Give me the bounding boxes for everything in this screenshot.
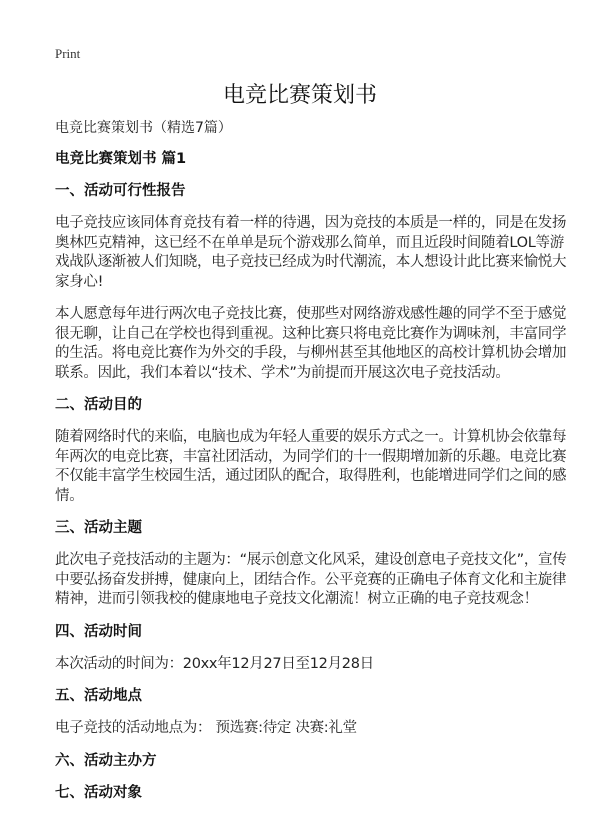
paragraph-line: 不仅能丰富学生校园生活，通过团队的配合，取得胜利，也能增进同学们之间的感 bbox=[55, 468, 567, 484]
paragraph bbox=[55, 428, 567, 506]
paragraph-line: 奥林匹克精神，这已经不在单单是玩个游戏那么简单，而且近段时间随着LOL等游 bbox=[55, 234, 564, 251]
paragraph bbox=[55, 655, 545, 675]
paragraph bbox=[55, 551, 567, 610]
paragraph-line: 电子竞技应该同体育竞技有着一样的待遇，因为竞技的本质是一样的，同是在发扬 bbox=[55, 215, 567, 231]
print-link[interactable]: Print bbox=[55, 46, 81, 61]
paragraph-line: 电子竞技的活动地点为： 预选赛:待定 决赛:礼堂 bbox=[55, 720, 357, 736]
paragraph-line: 很无聊，让自己在学校也得到重视。这种比赛只将电竞比赛作为调味剂，丰富同学 bbox=[55, 325, 567, 342]
paragraph-line: 本人愿意每年进行两次电子竞技比赛，使那些对网络游戏感性趣的同学不至于感觉 bbox=[55, 306, 567, 322]
paragraph bbox=[55, 305, 567, 383]
paragraph-line: 联系。因此，我们本着以“技术、学术”为前提而开展这次电子竞技活动。 bbox=[55, 364, 510, 381]
section-heading: 五、活动地点 bbox=[55, 688, 142, 704]
section-heading: 一、活动可行性报告 bbox=[55, 183, 186, 199]
paragraph-line: 随着网络时代的来临，电脑也成为年轻人重要的娱乐方式之一。计算机协会依靠每 bbox=[55, 429, 567, 445]
section-heading: 六、活动主办方 bbox=[55, 752, 157, 769]
paragraph-line: 精神，进而引领我校的健康地电子竞技文化潮流！树立正确的电子竞技观念！ bbox=[55, 591, 538, 607]
section-heading: 四、活动时间 bbox=[55, 623, 142, 640]
section-heading: 七、活动对象 bbox=[55, 784, 142, 801]
paragraph-line: 家身心! bbox=[55, 273, 104, 290]
document-body bbox=[55, 119, 567, 816]
paragraph-line: 戏战队逐渐被人们知晓，电子竞技已经成为时代潮流，本人想设计此比赛来愉悦大 bbox=[55, 254, 567, 270]
paragraph-line: 此次电子竞技活动的主题为：“展示创意文化风采，建设创意电子竞技文化”，宣传 bbox=[55, 552, 567, 568]
paragraph-line: 年两次的电竞比赛，丰富社团活动，为同学们的十一假期增加新的乐趣。电竞比赛 bbox=[55, 448, 567, 465]
paragraph-line: 情。 bbox=[55, 487, 84, 504]
section-heading: 二、活动目的 bbox=[55, 397, 142, 413]
paragraph bbox=[55, 719, 545, 739]
section-heading: 三、活动主题 bbox=[55, 520, 142, 536]
paragraph-line: 本次活动的时间为：20xx年12月27日至12月28日 bbox=[55, 655, 374, 672]
document-title: 电竞比赛策划书 bbox=[222, 83, 377, 108]
paragraph bbox=[55, 214, 567, 292]
paragraph-line: 的生活。将电竞比赛作为外交的手段，与柳州甚至其他地区的高校计算机协会增加 bbox=[55, 345, 567, 361]
part-title: 电竞比赛策划书 篇1 bbox=[55, 151, 187, 167]
paragraph-line: 中要弘扬奋发拼搏，健康向上，团结合作。公平竞赛的正确电子体育文化和主旋律 bbox=[55, 571, 567, 588]
document-subtitle: 电竞比赛策划书（精选7篇） bbox=[55, 120, 232, 136]
